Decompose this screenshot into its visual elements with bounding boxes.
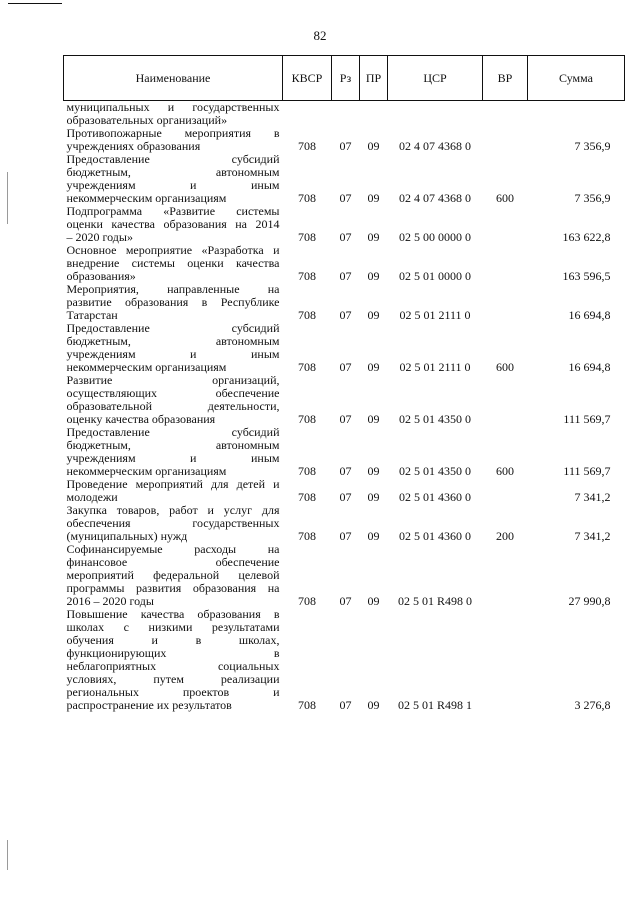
cell-csr: 02 5 01 R498 1 [397,698,472,712]
row-name-line: развитие образования в Республике [66,295,280,309]
row-name-line: функционирующих в [66,646,280,660]
cell-csr: 02 5 01 4350 0 [399,464,471,478]
cell-pr: 09 [367,594,380,608]
table-row [64,322,625,374]
cell-rz: 07 [339,698,352,712]
table-row [64,504,625,543]
cell-sum: 16 694,8 [568,360,611,374]
cell-csr: 02 4 07 4368 0 [399,139,471,153]
row-name-line: финансовое обеспечение [66,555,280,569]
cell-rz: 07 [339,230,352,244]
cell-rz: 07 [339,269,352,283]
row-name-line: Татарстан [66,308,118,322]
cell-csr: 02 5 01 2111 0 [399,360,471,374]
cell-rz: 07 [339,360,352,374]
row-name-line: 2016 – 2020 годы [66,594,154,608]
row-name-line: (муниципальных) нужд [66,529,188,543]
row-name-line: Предоставление субсидий [66,425,280,439]
cell-pr: 09 [367,412,380,426]
row-name-line: образования» [66,269,136,283]
header-rule [8,3,62,4]
cell-kvsr: 708 [298,191,316,205]
row-name [64,127,283,153]
cell-sum: 111 569,7 [563,464,611,478]
cell-csr: 02 5 01 R498 0 [397,594,472,608]
row-name-line: обеспечения государственных [66,516,280,530]
table-row [64,127,625,153]
cell-csr: 02 5 00 0000 0 [399,230,471,244]
column-header-pr: ПР [360,56,388,101]
row-name-line: неблагоприятных социальных [66,659,280,673]
row-name-line: оценку качества образования [66,412,216,426]
row-name-line: учреждениям и иным [66,178,280,192]
cell-csr: 02 5 01 4360 0 [399,529,471,543]
row-name [64,244,283,283]
page-number: 82 [313,28,327,43]
binding-mark [7,840,8,870]
row-name-line: Подпрограмма «Развитие системы [66,204,280,218]
cell-vr: 600 [496,360,514,374]
row-name-line: программы развития образования на [66,581,280,595]
cell-kvsr: 708 [298,490,316,504]
row-name-line: Основное мероприятие «Разработка и [66,243,280,257]
cell-kvsr: 708 [298,360,316,374]
cell-vr: 600 [496,464,514,478]
row-name-line: осуществляющих обеспечение [66,386,280,400]
column-header-name: Наименование [64,56,283,101]
row-name-line: образовательных организаций» [66,113,228,127]
row-name-line: муниципальных и государственных [66,100,280,114]
row-name [64,101,283,128]
row-name-line: Предоставление субсидий [66,152,280,166]
cell-pr: 09 [367,464,380,478]
column-header-rz: Рз [332,56,360,101]
cell-sum: 7 356,9 [574,139,611,153]
cell-vr [483,205,528,244]
row-name-line: Повышение качества образования в [66,607,280,621]
cell-pr: 09 [367,360,380,374]
row-name [64,153,283,205]
cell-sum: 111 569,7 [563,412,611,426]
cell-pr: 09 [367,490,380,504]
row-name [64,205,283,244]
cell-kvsr [283,101,332,128]
cell-kvsr: 708 [298,139,316,153]
cell-rz: 07 [339,594,352,608]
cell-sum: 7 341,2 [574,490,611,504]
row-name-line: – 2020 годы» [66,230,133,244]
row-name-line: Противопожарные мероприятия в [66,126,280,140]
cell-csr [388,101,483,128]
cell-rz: 07 [339,490,352,504]
cell-kvsr: 708 [298,230,316,244]
table-row [64,543,625,608]
table-row [64,374,625,426]
cell-csr: 02 5 01 0000 0 [399,269,471,283]
row-name-line: Софинансируемые расходы на [66,542,280,556]
column-header-sum: Сумма [528,56,625,101]
cell-pr: 09 [367,269,380,283]
row-name-line: региональных проектов и [66,685,280,699]
cell-sum: 7 341,2 [574,529,611,543]
row-name-line: обучения и в школах, [66,633,280,647]
binding-mark [7,172,8,224]
cell-csr: 02 5 01 2111 0 [399,308,471,322]
cell-csr: 02 5 01 4350 0 [399,412,471,426]
cell-sum: 16 694,8 [568,308,611,322]
table-row [64,205,625,244]
cell-vr [483,127,528,153]
table-body [64,101,625,713]
cell-csr: 02 5 01 4360 0 [399,490,471,504]
cell-rz: 07 [339,139,352,153]
table-row [64,101,625,128]
row-name-line: учреждениям и иным [66,347,280,361]
row-name-line: некоммерческим организациям [66,191,227,205]
row-name-line: молодежи [66,490,118,504]
cell-vr [483,283,528,322]
column-header-csr: ЦСР [388,56,483,101]
cell-sum: 163 596,5 [562,269,611,283]
cell-pr: 09 [367,139,380,153]
row-name-line: оценки качества образования на 2014 [66,217,280,231]
row-name-line: образовательной деятельности, [66,399,280,413]
row-name-line: бюджетным, автономным [66,438,280,452]
row-name-line: Закупка товаров, работ и услуг для [66,503,280,517]
cell-vr [483,608,528,712]
row-name [64,608,283,712]
cell-vr [483,478,528,504]
table-row [64,478,625,504]
cell-sum: 27 990,8 [568,594,611,608]
column-header-vr: ВР [483,56,528,101]
row-name [64,478,283,504]
cell-kvsr: 708 [298,698,316,712]
cell-kvsr: 708 [298,594,316,608]
budget-table [63,55,625,712]
row-name [64,543,283,608]
table-row [64,608,625,712]
row-name-line: условиях, путем реализации [66,672,280,686]
cell-rz: 07 [339,412,352,426]
cell-kvsr: 708 [298,529,316,543]
cell-kvsr: 708 [298,269,316,283]
cell-vr [483,101,528,128]
cell-sum: 3 276,8 [574,698,611,712]
cell-pr: 09 [367,529,380,543]
row-name-line: некоммерческим организациям [66,360,227,374]
cell-sum: 163 622,8 [562,230,611,244]
cell-pr: 09 [367,191,380,205]
cell-sum [528,101,625,128]
row-name-line: Развитие организаций, [66,373,280,387]
row-name-line: учреждениях образования [66,139,201,153]
row-name-line: Проведение мероприятий для детей и [66,477,280,491]
cell-rz [332,101,360,128]
cell-vr [483,244,528,283]
row-name-line: Предоставление субсидий [66,321,280,335]
row-name-line: мероприятий федеральной целевой [66,568,280,582]
cell-kvsr: 708 [298,464,316,478]
row-name-line: бюджетным, автономным [66,165,280,179]
cell-vr [483,374,528,426]
cell-csr: 02 4 07 4368 0 [399,191,471,205]
cell-vr: 600 [496,191,514,205]
cell-vr: 200 [496,529,514,543]
table-row [64,283,625,322]
row-name [64,374,283,426]
cell-rz: 07 [339,308,352,322]
cell-kvsr: 708 [298,412,316,426]
cell-pr: 09 [367,230,380,244]
cell-rz: 07 [339,191,352,205]
row-name [64,322,283,374]
row-name-line: распространение их результатов [66,698,232,712]
cell-rz: 07 [339,464,352,478]
row-name-line: внедрение системы оценки качества [66,256,280,270]
row-name [64,504,283,543]
cell-vr [483,543,528,608]
row-name-line: учреждениям и иным [66,451,280,465]
column-header-kvsr: КВСР [283,56,332,101]
cell-kvsr: 708 [298,308,316,322]
row-name-line: школах с низкими результатами [66,620,280,634]
row-name [64,283,283,322]
row-name-line: Мероприятия, направленные на [66,282,280,296]
row-name-line: некоммерческим организациям [66,464,227,478]
cell-sum: 7 356,9 [574,191,611,205]
table-row [64,244,625,283]
table-row [64,153,625,205]
cell-pr [360,101,388,128]
row-name [64,426,283,478]
table-row [64,426,625,478]
cell-rz: 07 [339,529,352,543]
cell-pr: 09 [367,308,380,322]
table-header-row [64,56,625,101]
cell-pr: 09 [367,698,380,712]
row-name-line: бюджетным, автономным [66,334,280,348]
